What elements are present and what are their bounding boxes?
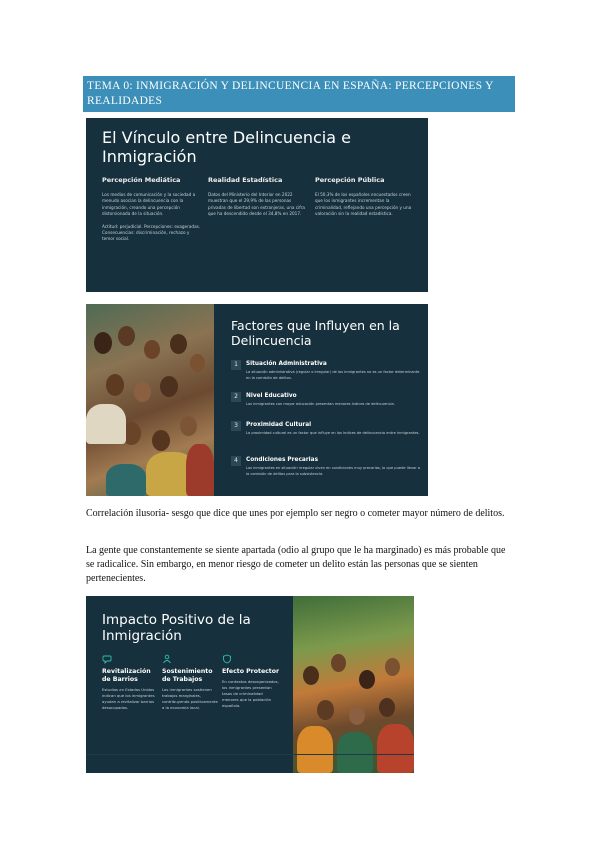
chat-bubble-icon [102, 654, 112, 664]
factor-number: 3 [231, 421, 241, 431]
benefit-text: Estudios en Estados Unidos indican que los inmigrantes ayudan a revitalizar barrios desocupados. [102, 687, 155, 710]
benefit-text: En contextos desorganizados, los inmigrantes presentan tasas de criminalidad menores que la población española. [222, 679, 279, 708]
factor-text: Los inmigrantes en situación irregular viven en condiciones muy precarias, lo que puede llevar a la comisión de delitos para la subsistencia. [246, 466, 421, 476]
column-realidad-estadistica [208, 176, 308, 218]
section-title: TEMA 0: INMIGRACIÓN Y DELINCUENCIA EN ESPAÑA: PERCEPCIONES Y REALIDADES [83, 76, 515, 112]
benefit-sostenimiento [162, 654, 220, 711]
factor-heading: Condiciones Precarias [246, 457, 319, 463]
benefit-revitalizacion [102, 654, 160, 711]
factor-text: Los inmigrantes con mayor educación presentan menores índices de delincuencia. [246, 402, 395, 406]
factor-number: 2 [231, 392, 241, 402]
factor-heading: Proximidad Cultural [246, 422, 312, 428]
shield-icon [222, 654, 232, 664]
slide-title: El Vínculo entre Delincuencia e Inmigración [102, 128, 351, 166]
column-text: El 50,3% de los españoles encuestados creen que los inmigrantes incrementan la criminalidad, reflejando una percepción y una valoración sin la realidad estadística. [315, 192, 412, 217]
column-heading: Percepción Pública [315, 176, 385, 184]
community-photo [293, 596, 414, 773]
benefit-heading: Revitalización de Barrios [102, 668, 151, 683]
column-heading: Percepción Mediática [102, 176, 181, 184]
factor-heading: Situación Administrativa [246, 361, 327, 367]
factor-text: La proximidad cultural es un factor que influye en los índices de delincuencia entre inmigrantes. [246, 431, 420, 435]
paragraph-correlacion: Correlación ilusoria- sesgo que dice que unes por ejemplo ser negro o cometer mayor número de delitos. [86, 508, 505, 519]
factor-number: 4 [231, 456, 241, 466]
divider [86, 754, 414, 755]
column-text: Los medios de comunicación y la sociedad a menudo asocian la delincuencia con la inmigración, creando una percepción distorsionada de la situación. [102, 192, 196, 217]
benefit-heading: Efecto Protector [222, 668, 280, 675]
column-text: Datos del Ministerio del Interior en 2022 muestran que el 29,9% de las personas privadas de libertad son extranjeras, una cifra que ha descendido desde el 34,8% en 2017. [208, 192, 305, 217]
column-percepcion-mediatica [102, 176, 202, 243]
slide-factores [86, 304, 428, 496]
factor-number: 1 [231, 360, 241, 370]
paragraph-radicalizacion: La gente que constantemente se siente apartada (odio al grupo que le ha marginado) es más probable que se radicalice. Sin embargo, en menor riesgo de cometer un delito están las personas que se sienten pertenecientes. [86, 545, 506, 584]
benefit-heading: Sostenimiento de Trabajos [162, 668, 213, 683]
people-icon [162, 654, 172, 664]
benefit-efecto-protector [222, 654, 280, 709]
column-extra: Actitud: perjudicial. Percepciones: exageradas. Consecuencias: discriminación, rechazo y temor social. [102, 223, 201, 242]
benefit-text: Los inmigrantes sostienen trabajos marginales, contribuyendo positivamente a la economía local. [162, 687, 218, 710]
group-photo [86, 304, 214, 496]
slide-impacto [86, 596, 414, 773]
factor-text: La situación administrativa (regular o irregular) de los inmigrantes no es un factor determinante en la comisión de delitos. [246, 370, 420, 380]
slide-title: Factores que Influyen en la Delincuencia [231, 318, 400, 348]
column-percepcion-publica [315, 176, 415, 218]
column-heading: Realidad Estadística [208, 176, 283, 184]
factor-heading: Nivel Educativo [246, 393, 297, 399]
slide-title: Impacto Positivo de la Inmigración [102, 612, 251, 644]
slide-vinculo [86, 118, 428, 292]
